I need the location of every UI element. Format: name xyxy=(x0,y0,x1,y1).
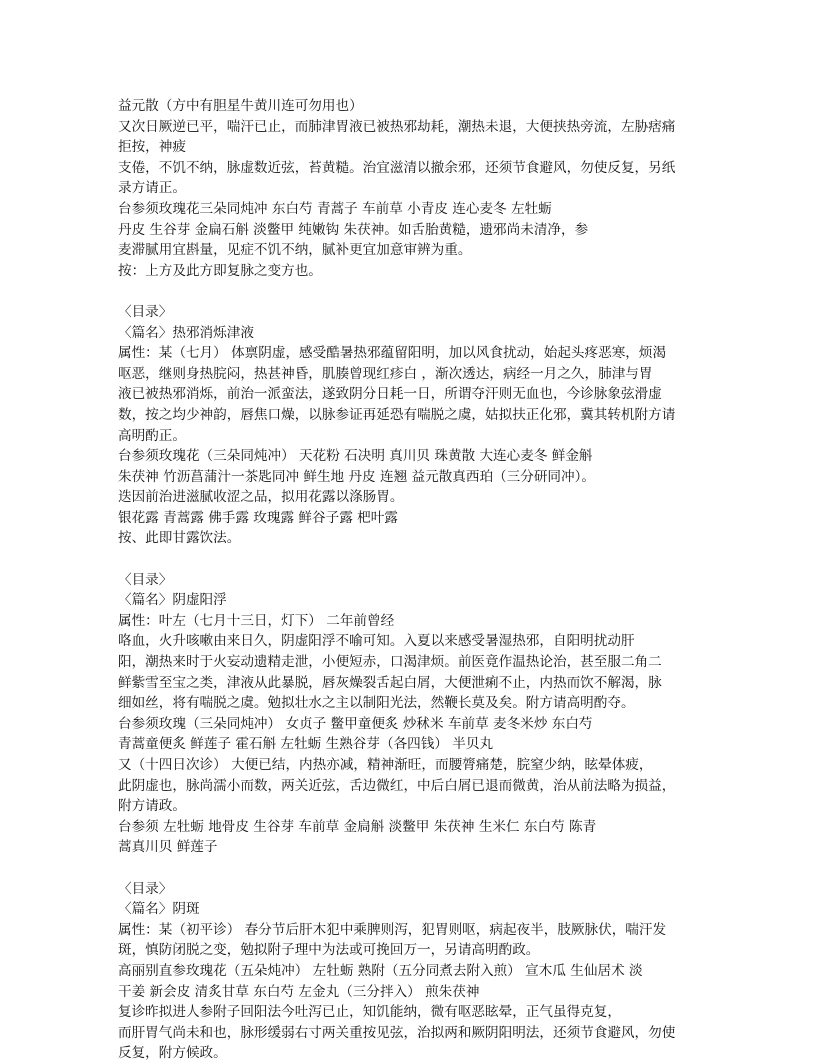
section-yin-deficiency xyxy=(118,570,708,858)
text-line: 又次日厥逆已平，喘汗已止，而肺津胃液已被热邪劫耗，潮热未退，大便挟热旁流，左胁痞痛 xyxy=(118,118,676,135)
text-line: 此阴虚也，脉尚濡小而数，两关近弦，舌边微红，中后白屑已退而微黄，治从前法略为损益， xyxy=(118,777,676,794)
text-line: 呕恶，继则身热脘闷，热甚神昏，肌腠曾现红疹白 ，渐次透达，病经一月之久，肺津与胃 xyxy=(118,365,653,382)
text-line: 高明酌正。 xyxy=(118,427,186,444)
text-line: 拒按，神疲 xyxy=(118,139,186,156)
prescription-line: 丹皮 生谷芽 金扁石斛 淡鳖甲 纯嫩钩 朱茯神。如舌胎黄糙，遗邪尚未清净，参 xyxy=(118,221,589,238)
section-heat-evil xyxy=(118,302,708,549)
text-line: 液已被热邪消烁，前治一派蛮法，遂致阴分日耗一日，所谓夺汗则无血也，今诊脉象弦滑虚 xyxy=(118,386,662,403)
attribute-line: 属性：某（七月） 体禀阴虚，感受酷暑热邪蕴留阳明，加以风食扰动，始起头疼恶寒，烦渴 xyxy=(118,345,667,362)
prescription-line: 台参须玫瑰花三朵同炖冲 东白芍 青蒿子 车前草 小青皮 连心麦冬 左牡蛎 xyxy=(118,200,552,217)
text-line: 麦滞腻用宜斟量，见症不饥不纳，腻补更宜加意审辨为重。 xyxy=(118,242,472,259)
text-line: 又（十四日次诊） 大便已结，内热亦减，精神渐旺，而腰膂痛楚，脘窒少纳，眩晕体疲， xyxy=(118,757,653,773)
toc-marker: 〈目录〉 xyxy=(118,571,173,588)
text-line: 迭因前治进滋腻收涩之品，拟用花露以涤肠胃。 xyxy=(118,489,404,506)
attribute-line: 属性：某（初平诊） 春分节后肝木犯中乘脾则泻，犯胃则呕，病起夜半，肢厥脉伏，喘汗发 xyxy=(118,921,667,938)
prescription-line: 高丽别直参玫瑰花（五朵炖冲） 左牡蛎 熟附（五分同煮去附入煎） 宣木瓜 生仙居术 淡 xyxy=(118,962,643,979)
formula-title: 益元散（方中有胆星牛黄川连可勿用也） xyxy=(118,98,363,114)
prescription-line: 银花露 青蒿露 佛手露 玫瑰露 鲜谷子露 杷叶露 xyxy=(118,509,398,526)
section-title: 〈篇名〉阴斑 xyxy=(118,901,200,918)
text-line: 附方请政。 xyxy=(118,798,186,815)
prescription-line: 朱茯神 竹沥菖蒲汁一茶匙同冲 鲜生地 丹皮 连翘 益元散真西珀（三分研同冲）。 xyxy=(118,468,595,485)
section-title: 〈篇名〉热邪消烁津液 xyxy=(118,324,254,341)
text-line: 鲜紫雪至宝之类，津液从此暴脱，唇灰燥裂舌起白屑，大便泄痢不止，内热而饮不解渴，脉 xyxy=(118,674,662,691)
prescription-line: 蒿真川贝 鲜莲子 xyxy=(118,839,218,856)
note-line: 按、此即甘露饮法。 xyxy=(118,530,241,547)
toc-marker: 〈目录〉 xyxy=(118,303,173,320)
text-line: 咯血，火升咳嗽由来日久，阴虚阳浮不喻可知。入夏以来感受暑湿热邪，自阳明扰动肝 xyxy=(118,633,635,650)
prescription-line: 台参须玫瑰花（三朵同炖冲） 天花粉 石决明 真川贝 珠黄散 大连心麦冬 鲜金斛 xyxy=(118,448,593,465)
section-title: 〈篇名〉阴虚阳浮 xyxy=(118,592,227,609)
spacer xyxy=(118,549,708,570)
prescription-line: 干姜 新会皮 清炙甘草 东白芍 左金丸（三分拌入） 煎朱茯神 xyxy=(118,983,480,1000)
attribute-line: 属性：叶左（七月十三日，灯下） 二年前曾经 xyxy=(118,612,395,629)
prescription-line: 青蒿童便炙 鲜莲子 霍石斛 左牡蛎 生熟谷芽（各四钱） 半贝丸 xyxy=(118,736,494,753)
prescription-line: 台参须 左牡蛎 地骨皮 生谷芽 车前草 金扃斛 淡鳖甲 朱茯神 生米仁 东白芍 陈青 xyxy=(118,818,597,835)
text-line: 录方请正。 xyxy=(118,180,186,197)
text-line: 数，按之均少神韵，唇焦口燥，以脉参证再延恐有喘脱之虞，姑拟扶正化邪，冀其转机附方请 xyxy=(118,406,676,423)
spacer xyxy=(118,281,708,302)
text-line: 阳，潮热来时于火妄动遗精走泄，小便短赤，口渴津烦。前医竟作温热论治，甚至服二角二 xyxy=(118,654,662,671)
prescription-line: 台参须玫瑰（三朵同炖冲） 女贞子 鳖甲童便炙 炒秫米 车前草 麦冬米炒 东白芍 xyxy=(118,715,593,732)
toc-marker: 〈目录〉 xyxy=(118,880,173,897)
text-line: 复诊昨拟进人参附子回阳法今吐泻已止，知饥能纳，微有呕恶眩晕，正气虽得克复， xyxy=(118,1004,621,1021)
note-line: 按：上方及此方即复脉之变方也。 xyxy=(118,262,322,279)
text-line: 反复，附方候政。 xyxy=(118,1045,227,1062)
spacer xyxy=(118,858,708,879)
section-continuation xyxy=(118,96,708,281)
text-line: 支倦，不饥不纳，脉虚数近弦，苔黄糙。治宜滋清以撤余邪，还须节食避风，勿使反复，另纸 xyxy=(118,159,676,176)
text-line: 而肝胃气尚未和也，脉形缓弱右寸两关重按见弦，治拟两和厥阴阳明法，还须节食避风，勿使 xyxy=(118,1024,676,1041)
section-yin-macula xyxy=(118,879,708,1064)
document-page xyxy=(118,96,708,1064)
text-line: 斑，慎防闭脱之变，勉拟附子理中为法或可挽回万一，另请高明酌政。 xyxy=(118,942,540,959)
text-line: 细如丝，将有喘脱之虞。勉拟壮水之主以制阳光法，然鞭长莫及矣。附方请高明酌夺。 xyxy=(118,695,635,712)
